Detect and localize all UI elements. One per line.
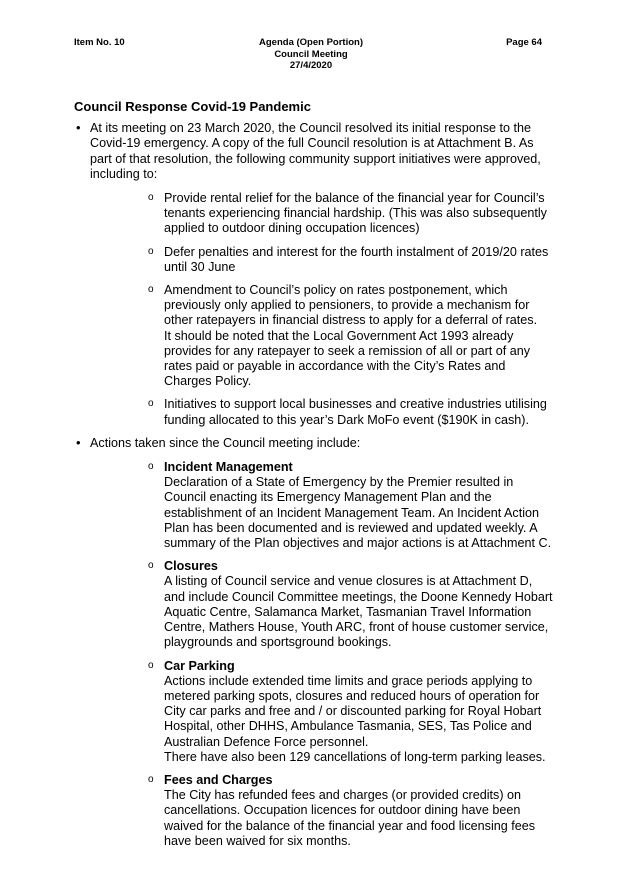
section-title: Council Response Covid-19 Pandemic [74,99,311,114]
list-item-text: Actions include extended time limits and grace periods applying to metered parking spots, closures and reduced hours of operation for City car parks and free and / or discounted parking for Royal Hobart Hospital, other DHHS, Ambulance Tasmania, SES, Tas Police and Australian Defence Force personnel. [164,673,542,749]
agenda-portion: Agenda (Open Portion) [259,37,363,48]
meeting-date: 27/4/2020 [289,60,333,71]
circle-bullet-icon: o [148,245,154,257]
document-body [74,99,554,857]
list-item [148,191,554,237]
circle-bullet-icon: o [148,560,154,572]
circle-bullet-icon: o [148,461,154,473]
main-bullet-list [74,121,554,849]
list-item-incident-management [148,460,554,551]
bullet-icon: • [76,120,81,136]
list-item-text: Declaration of a State of Emergency by the Premier resulted in Council enacting its Emergency Management Plan and the establishment of an Incident Management Team. An Incident Action Plan has been documented and is reviewed and updated weekly. A summary of the Plan objectives and major actions is at Attachment C. [164,475,552,551]
list-item-text: Defer penalties and interest for the fourth instalment of 2019/20 rates until 30 June [164,244,549,274]
bullet-text: At its meeting on 23 March 2020, the Council resolved its initial response to the Covid-19 emergency. A copy of the full Council resolution is at Attachment B. As part of that resolution, the following community support initiatives were approved, including to: [90,121,541,181]
list-item [148,283,554,389]
list-item-fees-and-charges [148,773,554,849]
list-item-closures [148,559,554,650]
page-number: Page 64 [506,37,542,48]
list-item-car-parking [148,659,554,765]
bullet-item-resolution [74,121,554,428]
actions-list [90,460,554,849]
circle-bullet-icon: o [148,192,154,204]
bullet-text: Actions taken since the Council meeting include: [90,435,361,450]
list-item [148,397,554,427]
circle-bullet-icon: o [148,398,154,410]
circle-bullet-icon: o [148,773,154,785]
bullet-item-actions [74,436,554,849]
list-item-note: It should be noted that the Local Government Act 1993 already provides for any ratepayer to seek a remission of all or part of any rates paid or payable in accordance with the City’s Rates and Charges Policy. [164,328,531,389]
list-item-text: Provide rental relief for the balance of the financial year for Council’s tenants experiencing financial hardship. (This was also subsequently applied to outdoor dining occupation licences) [164,191,547,236]
initiatives-list [90,191,554,428]
list-item-heading: Closures [164,559,218,574]
list-item-heading: Fees and Charges [164,772,273,787]
list-item-heading: Incident Management [164,460,293,475]
bullet-icon: • [76,434,81,450]
list-item-text: Initiatives to support local businesses and creative industries utilising funding allocated to this year’s Dark MoFo event ($190K in cash). [164,397,547,427]
list-item-heading: Car Parking [164,658,235,673]
list-item-text: The City has refunded fees and charges (or provided credits) on cancellations. Occupation licences for outdoor dining have been waived for the balance of the financial year and food licensing fees have been waived for six months. [164,788,536,848]
list-item [148,245,554,275]
list-item-text: Amendment to Council’s policy on rates postponement, which previously only applied to pensioners, to provide a mechanism for other ratepayers in financial distress to apply for a deferral of rates. [164,283,538,328]
item-number: Item No. 10 [74,37,125,48]
meeting-name: Council Meeting [274,48,348,60]
circle-bullet-icon: o [148,284,154,296]
circle-bullet-icon: o [148,659,154,671]
list-item-note: There have also been 129 cancellations of long-term parking leases. [164,749,546,764]
list-item-text: A listing of Council service and venue closures is at Attachment D, and include Council Committee meetings, the Doone Kennedy Hobart Aquatic Centre, Salamanca Market, Tasmanian Travel Information Centre, Mathers House, Youth ARC, front of house customer service, playgrounds and sportsground bookings. [164,574,553,650]
